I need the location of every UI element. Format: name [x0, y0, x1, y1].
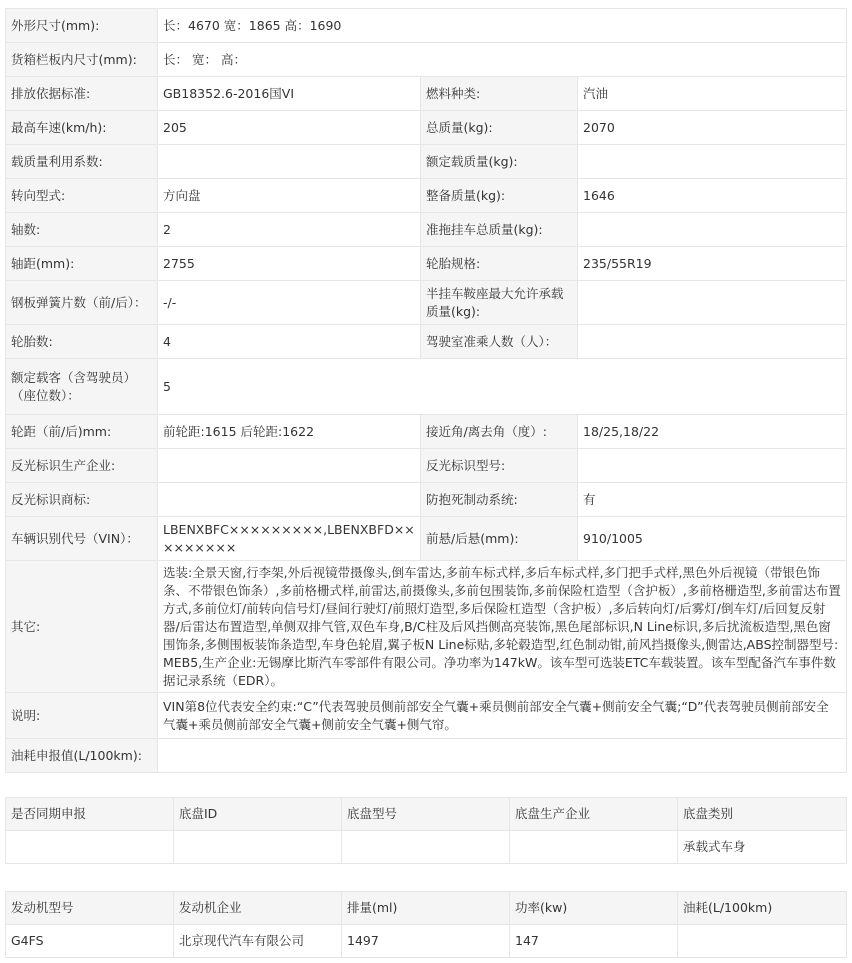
spec-key: 反光标识生产企业:: [6, 449, 158, 483]
column-header: 底盘生产企业: [510, 798, 678, 831]
spec-value: [578, 281, 847, 325]
spec-row-axles: [6, 213, 847, 247]
table-cell: [6, 831, 174, 864]
column-header: 油耗(L/100km): [678, 892, 847, 925]
spec-value: 910/1005: [578, 517, 847, 561]
table-cell: [678, 925, 847, 958]
spec-value: 选装:全景天窗,行李架,外后视镜带摄像头,倒车雷达,多前车标式样,多后车标式样,多门把手式样,黑色外后视镜（带银色饰条、不带银色饰条）,多前格栅式样,前雷达,前摄像头,多前包围装饰,多前保险杠造型（含护板）,多前格栅造型,多前雷达布置方式,多前位灯/前转向信号灯/昼间行驶灯/前照灯造型,多后保险杠造型（含护板）,多后转向灯/后雾灯/倒车灯/后回复反射器/后雷达布置造型,单侧双排气管,双色车身,B/C柱及后风挡侧高亮装饰,黑色尾部标识,N Line标识,多后扰流板造型,黑色窗围饰条,多侧围板装饰条造型,车身色轮眉,翼子板N Line标贴,多轮毂造型,红色制动钳,前风挡摄像头,侧雷达,ABS控制器型号:MEB5,生产企业:无锡摩比斯汽车零部件有限公司。净功率为147kW。该车型可选装ETC车载装置。该车型配备汽车事件数据记录系统（EDR）。: [158, 561, 847, 693]
spec-key: 反光标识型号:: [421, 449, 578, 483]
spec-value: VIN第8位代表安全约束:“C”代表驾驶员侧前部安全气囊+乘员侧前部安全气囊+侧前安全气囊;“D”代表驾驶员侧前部安全气囊+乘员侧前部安全气囊+侧前安全气囊+侧气帘。: [158, 693, 847, 739]
spec-key: 额定载质量(kg):: [421, 145, 578, 179]
column-header: 发动机企业: [174, 892, 342, 925]
spec-row-wheelbase: [6, 247, 847, 281]
spec-key: 准拖挂车总质量(kg):: [421, 213, 578, 247]
spec-value: [158, 145, 421, 179]
spec-key: 反光标识商标:: [6, 483, 158, 517]
spec-key: 前悬/后悬(mm):: [421, 517, 578, 561]
spec-row-other: [6, 561, 847, 693]
table-header-row: [6, 892, 847, 925]
spec-key: 货箱栏板内尺寸(mm):: [6, 43, 158, 77]
spec-row-note: [6, 693, 847, 739]
spec-value: [578, 145, 847, 179]
spec-value: -/-: [158, 281, 421, 325]
spec-value: 1646: [578, 179, 847, 213]
spec-row-fuel-use: [6, 739, 847, 773]
spec-row-emission: [6, 77, 847, 111]
table-cell: [510, 831, 678, 864]
column-header: 底盘型号: [342, 798, 510, 831]
spec-key: 防抱死制动系统:: [421, 483, 578, 517]
spec-key: 轮胎数:: [6, 325, 158, 359]
spec-key: 总质量(kg):: [421, 111, 578, 145]
table-row: [6, 831, 847, 864]
spec-key: 外形尺寸(mm):: [6, 9, 158, 43]
spec-key: 轴距(mm):: [6, 247, 158, 281]
spec-value: GB18352.6-2016国VI: [158, 77, 421, 111]
spec-key: 整备质量(kg):: [421, 179, 578, 213]
spec-key: 接近角/离去角（度）:: [421, 415, 578, 449]
spec-value: [158, 483, 421, 517]
engine-table: [5, 891, 847, 958]
spec-key: 燃料种类:: [421, 77, 578, 111]
column-header: 底盘类别: [678, 798, 847, 831]
spec-key: 说明:: [6, 693, 158, 739]
table-cell: 1497: [342, 925, 510, 958]
spec-key: 最高车速(km/h):: [6, 111, 158, 145]
spec-value: [158, 739, 847, 773]
column-header: 排量(ml): [342, 892, 510, 925]
spec-value: 汽油: [578, 77, 847, 111]
spec-row-vin: [6, 517, 847, 561]
spec-value: 有: [578, 483, 847, 517]
spec-row-reflect-brand: [6, 483, 847, 517]
spec-row-load: [6, 145, 847, 179]
table-cell: [342, 831, 510, 864]
spec-row-seats: [6, 359, 847, 415]
spec-key: 油耗申报值(L/100km):: [6, 739, 158, 773]
spec-key: 轮距（前/后)mm:: [6, 415, 158, 449]
spec-key: 半挂车鞍座最大允许承载质量(kg):: [421, 281, 578, 325]
table-cell: [174, 831, 342, 864]
spec-row-leaf-spring: [6, 281, 847, 325]
spec-row-steering: [6, 179, 847, 213]
spec-key: 额定载客（含驾驶员）（座位数）：: [6, 359, 158, 415]
spec-value: 方向盘: [158, 179, 421, 213]
column-header: 底盘ID: [174, 798, 342, 831]
spec-key: 载质量利用系数:: [6, 145, 158, 179]
chassis-table: [5, 797, 847, 864]
table-cell: 承载式车身: [678, 831, 847, 864]
spec-value: 4: [158, 325, 421, 359]
column-header: 功率(kw): [510, 892, 678, 925]
spec-value: 长： 宽： 高：: [158, 43, 847, 77]
table-header-row: [6, 798, 847, 831]
spec-value: [578, 449, 847, 483]
spec-value: 5: [158, 359, 847, 415]
table-cell: 147: [510, 925, 678, 958]
spec-row-track: [6, 415, 847, 449]
spec-value: 长：4670 宽：1865 高：1690: [158, 9, 847, 43]
column-header: 发动机型号: [6, 892, 174, 925]
spec-row-tires: [6, 325, 847, 359]
spec-key: 驾驶室准乘人数（人）：: [421, 325, 578, 359]
column-header: 是否同期申报: [6, 798, 174, 831]
spec-value: 前轮距:1615 后轮距:1622: [158, 415, 421, 449]
spec-row-dimensions: [6, 9, 847, 43]
spec-key: 轮胎规格:: [421, 247, 578, 281]
spec-row-reflect-maker: [6, 449, 847, 483]
spec-row-cargo: [6, 43, 847, 77]
spec-value: 2: [158, 213, 421, 247]
vehicle-spec-table: [5, 8, 847, 773]
spec-value: LBENXBFC×××××××××,LBENXBFD×××××××××: [158, 517, 421, 561]
table-cell: 北京现代汽车有限公司: [174, 925, 342, 958]
spec-key: 转向型式:: [6, 179, 158, 213]
spec-value: [578, 213, 847, 247]
spec-value: 235/55R19: [578, 247, 847, 281]
spec-key: 排放依据标准:: [6, 77, 158, 111]
spec-value: 2755: [158, 247, 421, 281]
spec-value: 2070: [578, 111, 847, 145]
table-cell: G4FS: [6, 925, 174, 958]
spec-key: 钢板弹簧片数（前/后）：: [6, 281, 158, 325]
spec-value: [158, 449, 421, 483]
spec-value: 18/25,18/22: [578, 415, 847, 449]
spec-value: [578, 325, 847, 359]
spec-key: 其它:: [6, 561, 158, 693]
spec-key: 车辆识别代号（VIN）：: [6, 517, 158, 561]
spec-row-speed: [6, 111, 847, 145]
spec-key: 轴数:: [6, 213, 158, 247]
table-row: [6, 925, 847, 958]
spec-value: 205: [158, 111, 421, 145]
